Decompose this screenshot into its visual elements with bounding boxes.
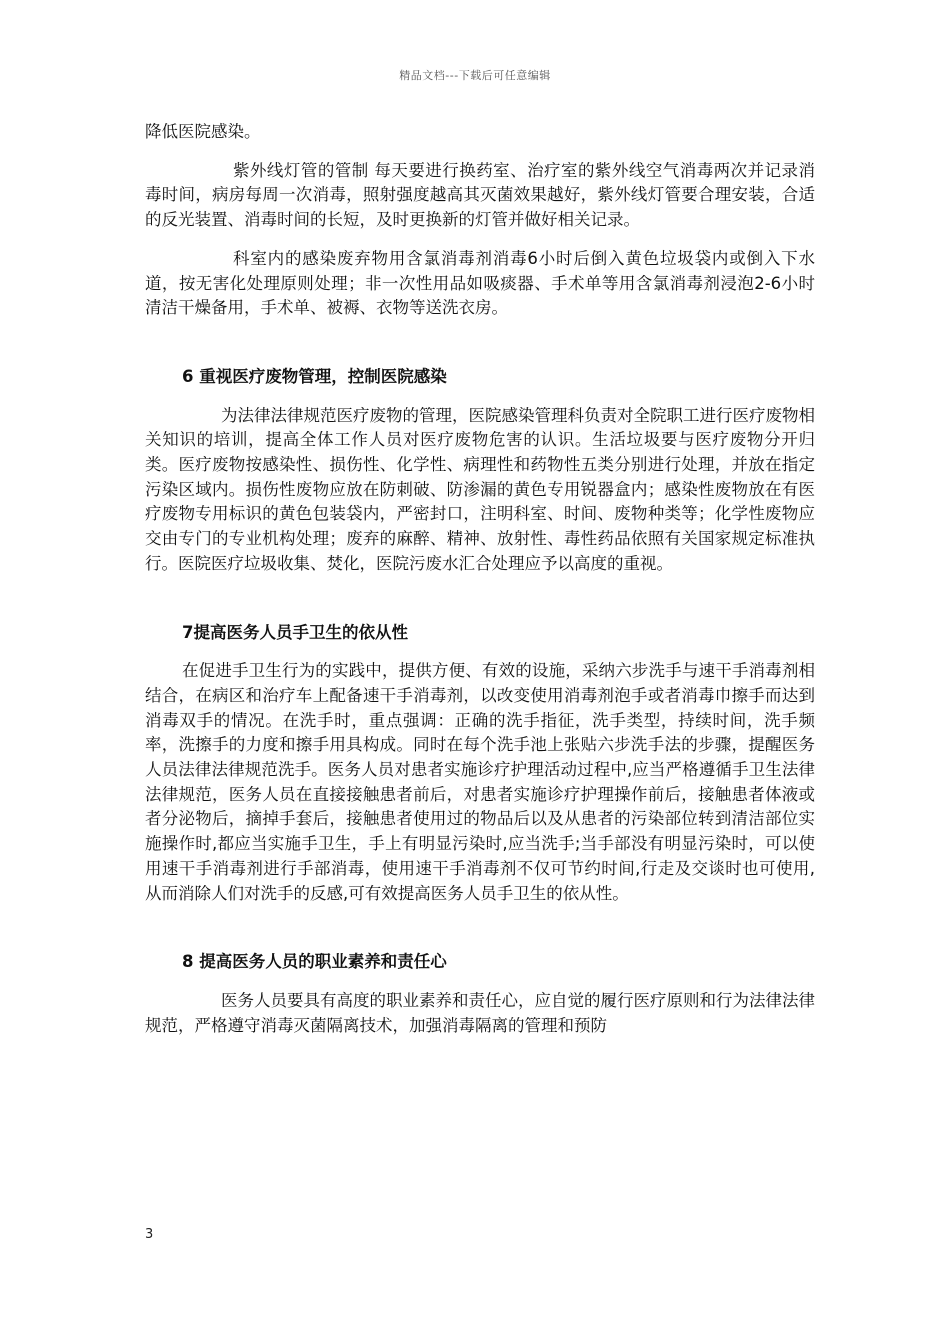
section-heading-7: 7提高医务人员手卫生的依从性 xyxy=(182,622,408,642)
section-heading-6: 6 重视医疗废物管理，控制医院感染 xyxy=(182,366,447,386)
paragraph: 为法律法律规范医疗废物的管理，医院感染管理科负责对全院职工进行医疗废物相关知识的培训，提高全体工作人员对医疗废物危害的认识。生活垃圾要与医疗废物分开归类。医疗废物按感染性、损伤性、化学性、病理性和药物性五类分别进行处理，并放在指定污染区域内。损伤性废物应放在防刺破、防渗漏的黄色专用锐器盒内；感染性废物放在有医疗废物专用标识的黄色包装袋内，严密封口，注明科室、时间、废物种类等；化学性废物应交由专门的专业机构处理；废弃的麻醉、精神、放射性、毒性药品依照有关国家规定标准执行。医院医疗垃圾收集、焚化，医院污废水汇合处理应予以高度的重视。 xyxy=(145,405,815,573)
page-header: 精品文档---下载后可任意编辑 xyxy=(399,69,551,82)
document-body xyxy=(145,120,815,1038)
section-heading-8: 8 提高医务人员的职业素养和责任心 xyxy=(182,952,447,972)
paragraph: 科室内的感染废弃物用含氯消毒剂消毒6小时后倒入黄色垃圾袋内或倒入下水道，按无害化处理原则处理；非一次性用品如吸痰器、手术单等用含氯消毒剂浸泡2-6小时清洁干燥备用，手术单、被褥、衣物等送洗衣房。 xyxy=(145,248,815,318)
paragraph: 医务人员要具有高度的职业素养和责任心，应自觉的履行医疗原则和行为法律法律规范，严格遵守消毒灭菌隔离技术，加强消毒隔离的管理和预防 xyxy=(145,990,815,1035)
paragraph: 降低医院感染。 xyxy=(145,122,261,141)
page-number: 3 xyxy=(145,1227,154,1242)
paragraph: 紫外线灯管的管制 每天要进行换药室、治疗室的紫外线空气消毒两次并记录消毒时间，病房每周一次消毒，照射强度越高其灭菌效果越好，紫外线灯管要合理安装，合适的反光装置、消毒时间的长短，及时更换新的灯管并做好相关记录。 xyxy=(145,160,815,230)
paragraph: 在促进手卫生行为的实践中，提供方便、有效的设施，采纳六步洗手与速干手消毒剂相结合，在病区和治疗车上配备速干手消毒剂，以改变使用消毒剂泡手或者消毒巾擦手而达到消毒双手的情况。在洗手时，重点强调：正确的洗手指征，洗手类型，持续时间，洗手频率，洗擦手的力度和擦手用具构成。同时在每个洗手池上张贴六步洗手法的步骤，提醒医务人员法律法律规范洗手。医务人员对患者实施诊疗护理活动过程中,应当严格遵循手卫生法律法律规范，医务人员在直接接触患者前后，对患者实施诊疗护理操作前后，接触患者体液或者分泌物后，摘掉手套后，接触患者使用过的物品后以及从患者的污染部位转到清洁部位实施操作时,都应当实施手卫生，手上有明显污染时,应当洗手;当手部没有明显污染时，可以使用速干手消毒剂进行手部消毒，使用速干手消毒剂不仅可节约时间,行走及交谈时也可使用,从而消除人们对洗手的反感,可有效提高医务人员手卫生的依从性。 xyxy=(145,661,815,903)
